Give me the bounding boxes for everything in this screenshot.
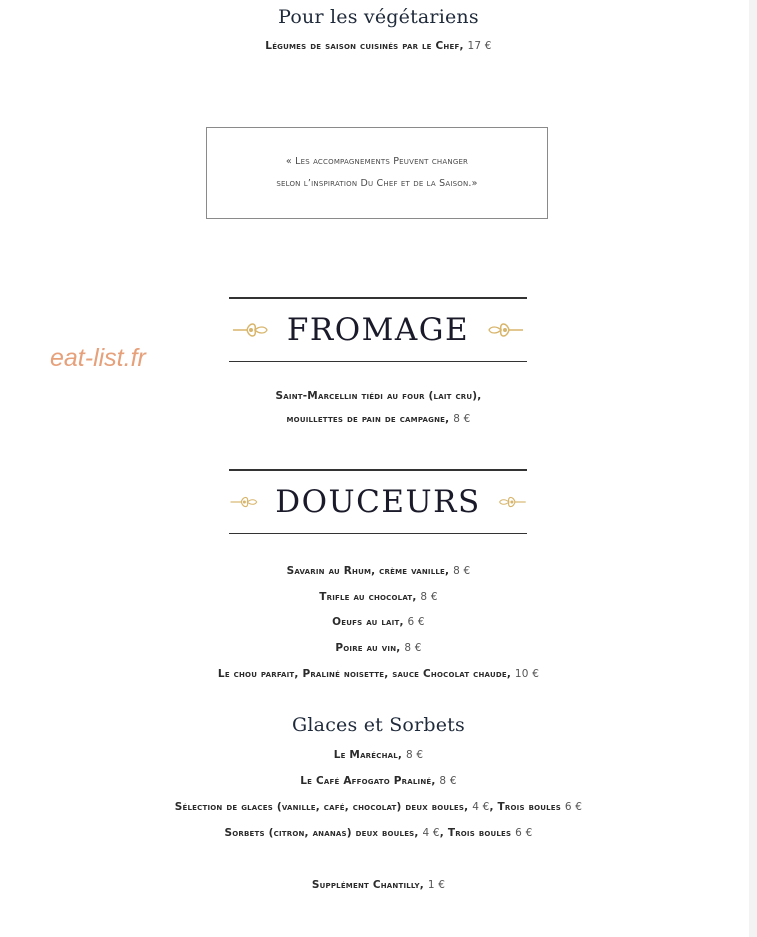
- douceurs-title: DOUCEURS: [275, 483, 481, 520]
- supplement-price: 1 €: [427, 879, 446, 891]
- glace-price: 8 €: [405, 749, 424, 761]
- fleur-ornament-icon: [229, 490, 261, 514]
- dessert-name: Le chou parfait, Praliné noisette, sauce Chocolat chaude,: [217, 668, 512, 680]
- fromage-line-2: [0, 413, 757, 425]
- glace-price-2: 6 €: [515, 827, 533, 839]
- list-item: [0, 565, 757, 577]
- list-item: [0, 775, 757, 787]
- fleur-ornament-icon: [483, 318, 525, 342]
- supplement-item: [0, 879, 757, 891]
- glace-name: Le Maréchal,: [333, 749, 403, 761]
- glace-price-2: 6 €: [564, 801, 583, 813]
- fleur-ornament-icon: [231, 318, 273, 342]
- list-item: [0, 616, 757, 628]
- dessert-name: Oeufs au lait,: [332, 616, 404, 628]
- glace-name-2: , Trois boules: [439, 827, 512, 839]
- list-item: [0, 827, 757, 839]
- dessert-name: Poire au vin,: [335, 642, 401, 654]
- quote-line-1: « Les accompagnements Peuvent changer: [285, 156, 469, 167]
- glace-name: Sorbets (citron, ananas) deux boules,: [224, 827, 419, 839]
- douceurs-banner: [229, 469, 527, 534]
- quote-box: [206, 127, 548, 219]
- vegetarian-item-name: Légumes de saison cuisinés par le Chef,: [265, 40, 464, 52]
- dessert-price: 10 €: [514, 668, 540, 680]
- glace-price: 8 €: [439, 775, 457, 787]
- glace-name: Le Café Affogato Praliné,: [300, 775, 436, 787]
- glace-price: 4 €: [472, 801, 490, 813]
- supplement-name: Supplément Chantilly,: [311, 879, 424, 891]
- vegetarian-heading: Pour les végétariens: [278, 6, 479, 28]
- dessert-name: Savarin au Rhum, crème vanille,: [286, 565, 450, 577]
- dessert-price: 8 €: [420, 591, 438, 603]
- list-item: [0, 801, 757, 813]
- fromage-title: FROMAGE: [286, 311, 470, 348]
- fromage-line-1: Saint-Marcellin tiédi au four (lait cru),: [275, 390, 482, 402]
- dessert-price: 8 €: [453, 565, 471, 577]
- glace-name: Sélection de glaces (vanille, café, chocolat) deux boules,: [174, 801, 469, 813]
- vegetarian-item-price: 17 €: [467, 40, 492, 52]
- fromage-price: 8 €: [453, 413, 471, 425]
- dessert-name: Trifle au chocolat,: [319, 591, 417, 603]
- list-item: [0, 591, 757, 603]
- glace-price: 4 €: [422, 827, 440, 839]
- fromage-line-2-text: mouillettes de pain de campagne,: [286, 413, 450, 425]
- vegetarian-item: [0, 40, 757, 52]
- banner-rule-bottom: [229, 533, 527, 535]
- list-item: [0, 749, 757, 761]
- dessert-price: 8 €: [404, 642, 422, 654]
- fleur-ornament-icon: [495, 490, 527, 514]
- page-edge: [749, 0, 757, 937]
- list-item: [0, 668, 757, 680]
- dessert-price: 6 €: [407, 616, 425, 628]
- banner-rule-bottom: [229, 361, 527, 363]
- watermark: eat-list.fr: [50, 344, 146, 372]
- list-item: [0, 642, 757, 654]
- quote-line-2: selon l’inspiration Du Chef et de la Saison.»: [276, 178, 478, 189]
- fromage-banner: [229, 297, 527, 362]
- glaces-heading: Glaces et Sorbets: [292, 714, 465, 736]
- glace-name-2: , Trois boules: [489, 801, 562, 813]
